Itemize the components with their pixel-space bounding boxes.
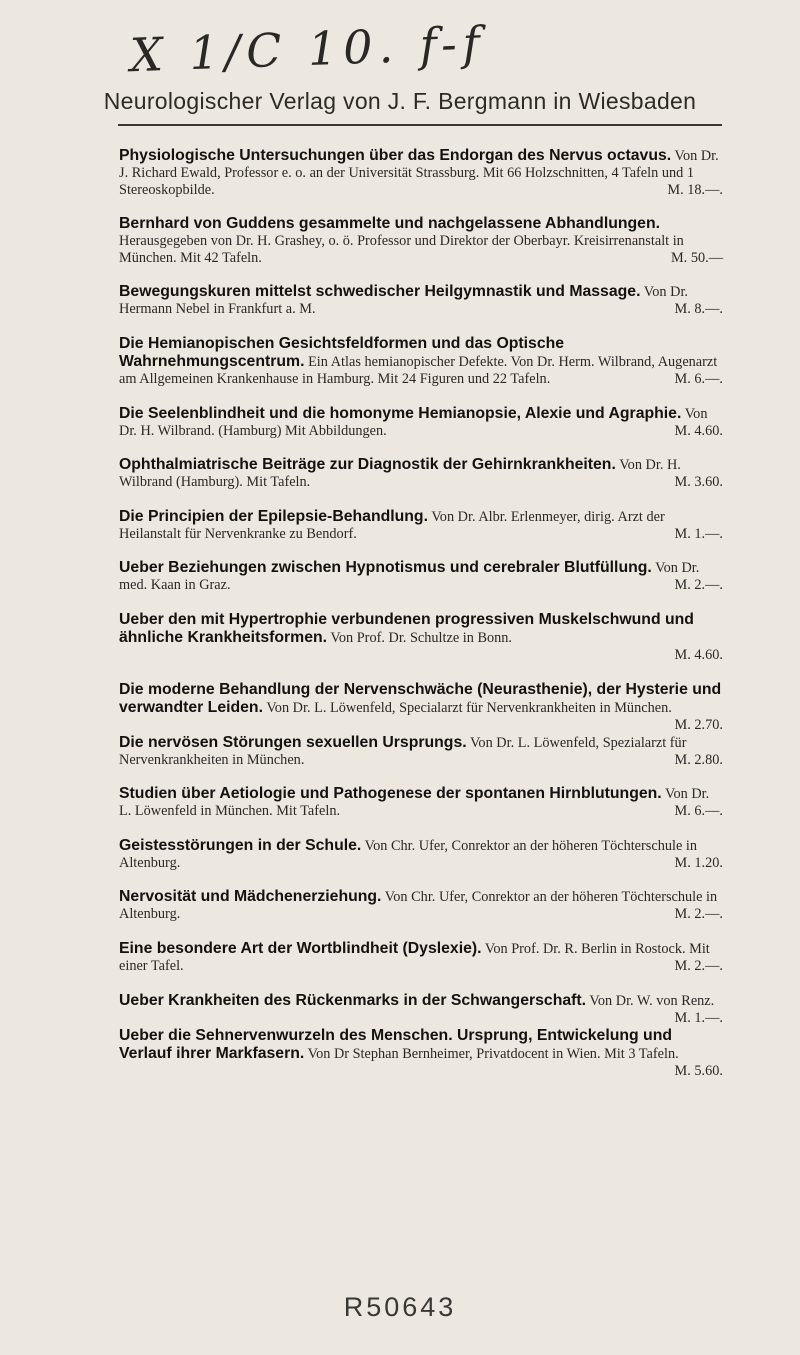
library-shelfmark: R50643 xyxy=(343,1292,457,1322)
book-description: Von Chr. Ufer, Conrektor an der höheren Töchterschule in Altenburg. xyxy=(119,889,718,923)
book-price: M. 1.20. xyxy=(674,854,723,871)
book-description: Von Dr. L. Löwenfeld, Specialarzt für Nervenkrankheiten in München. xyxy=(266,699,672,716)
book-price: M. 50.— xyxy=(670,249,723,266)
book-list xyxy=(119,147,723,1080)
book-description: Ein Atlas hemianopischer Defekte. Von Dr. Herm. Wilbrand, Augenarzt am Allgemeinen Krankenhause in Hamburg. Mit 24 Figuren und 22 Tafeln. xyxy=(119,353,718,387)
book-entry xyxy=(119,456,723,491)
book-entry xyxy=(119,888,723,923)
book-price: M. 1.—. xyxy=(674,525,723,542)
book-title: Ueber Krankheiten des Rückenmarks in der Schwangerschaft. xyxy=(119,991,587,1009)
book-description: Von Dr Stephan Bernheimer, Privatdocent in Wien. Mit 3 Tafeln. xyxy=(307,1045,679,1062)
book-description: Von Dr. W. von Renz. xyxy=(589,992,715,1009)
book-title: Geistesstörungen in der Schule. xyxy=(119,836,362,854)
publisher-heading: Neurologischer Verlag von J. F. Bergmann in Wiesbaden xyxy=(103,88,697,114)
book-entry xyxy=(119,1026,723,1079)
book-entry xyxy=(119,215,723,266)
book-title: Physiologische Untersuchungen über das Endorgan des Nervus octavus. xyxy=(119,147,672,164)
book-entry xyxy=(119,405,723,440)
book-entry xyxy=(119,283,723,318)
book-title: Die Principien der Epilepsie-Behandlung. xyxy=(119,507,428,525)
book-description: Von Dr. Hermann Nebel in Frankfurt a. M. xyxy=(119,284,689,318)
book-price: M. 3.60. xyxy=(674,474,723,491)
book-title: Ophthalmiatrische Beiträge zur Diagnostik der Gehirnkrankheiten. xyxy=(119,456,616,474)
book-price: M. 6.—. xyxy=(674,803,723,820)
book-title: Die Seelenblindheit und die homonyme Hemianopsie, Alexie und Agraphie. xyxy=(119,404,682,422)
book-title: Bewegungskuren mittelst schwedischer Heilgymnastik und Massage. xyxy=(119,283,641,301)
book-title: Ueber Beziehungen zwischen Hypnotismus und cerebraler Blutfüllung. xyxy=(119,559,652,577)
book-description: Von Chr. Ufer, Conrektor an der höheren Töchterschule in Altenburg. xyxy=(119,837,698,871)
book-title: Die moderne Behandlung der Nervenschwäche (Neurasthenie), der Hysterie und verwandter Leiden. xyxy=(119,680,722,716)
book-title: Eine besondere Art der Wortblindheit (Dyslexie). xyxy=(119,939,482,957)
book-entry xyxy=(119,680,723,733)
book-title: Die Hemianopischen Gesichtsfeldformen und das Optische Wahrnehmungscentrum. xyxy=(119,334,565,370)
book-description: Von Dr. Albr. Erlenmeyer, dirig. Arzt der Heilanstalt für Nervenkranke zu Bendorf. xyxy=(119,508,665,542)
book-entry xyxy=(119,335,723,388)
book-price: M. 1.—. xyxy=(674,1009,723,1026)
book-title: Ueber die Sehnervenwurzeln des Menschen. Ursprung, Entwickelung und Verlauf ihrer Markfasern. xyxy=(119,1026,672,1062)
book-price: M. 4.60. xyxy=(674,422,723,439)
book-price: M. 4.60. xyxy=(674,646,723,663)
book-entry xyxy=(119,837,723,872)
book-title: Ueber den mit Hypertrophie verbundenen progressiven Muskelschwund und ähnliche Krankheitsformen. xyxy=(119,610,694,646)
book-entry xyxy=(119,991,723,1026)
book-entry xyxy=(119,940,723,975)
book-title: Studien über Aetiologie und Pathogenese der spontanen Hirnblutungen. xyxy=(119,785,662,803)
header-divider xyxy=(118,124,722,126)
book-description: Von Dr. H. Wilbrand. (Hamburg) Mit Abbildungen. xyxy=(119,405,708,439)
book-entry xyxy=(119,611,723,664)
book-description: Von Dr. H. Wilbrand (Hamburg). Mit Tafeln. xyxy=(119,457,681,491)
book-price: M. 18.—. xyxy=(667,181,723,198)
book-entry xyxy=(119,508,723,543)
book-entry xyxy=(119,734,723,769)
book-title: Die nervösen Störungen sexuellen Ursprungs. xyxy=(119,733,467,751)
book-description: Herausgegeben von Dr. H. Grashey, o. ö. Professor und Direktor der Oberbayr. Kreisirrenanstalt in München. Mit 42 Tafeln. xyxy=(119,233,684,266)
book-price: M. 6.—. xyxy=(674,370,723,387)
book-price: M. 2.70. xyxy=(674,716,723,733)
book-title: Bernhard von Guddens gesammelte und nachgelassene Abhandlungen. xyxy=(119,215,660,233)
book-price: M. 2.—. xyxy=(674,577,723,594)
book-entry xyxy=(119,559,723,594)
book-description: Von Prof. Dr. Schultze in Bonn. xyxy=(330,629,512,646)
book-title: Nervosität und Mädchenerziehung. xyxy=(119,888,382,906)
book-description: Von Dr. L. Löwenfeld, Spezialarzt für Nervenkrankheiten in München. xyxy=(119,734,687,768)
book-price: M. 2.—. xyxy=(674,906,723,923)
book-description: Von Dr. L. Löwenfeld in München. Mit Tafeln. xyxy=(119,786,710,820)
book-entry xyxy=(119,785,723,820)
book-description: Von Dr. med. Kaan in Graz. xyxy=(119,560,700,594)
book-description: Von Dr. J. Richard Ewald, Professor e. o. an der Universität Strassburg. Mit 66 Holzschnitten, 4 Tafeln und 1 Stereoskopbilde. xyxy=(119,148,719,198)
book-price: M. 2.80. xyxy=(674,751,723,768)
book-price: M. 5.60. xyxy=(674,1062,723,1079)
book-price: M. 8.—. xyxy=(674,301,723,318)
book-price: M. 2.—. xyxy=(674,957,723,974)
book-description: Von Prof. Dr. R. Berlin in Rostock. Mit einer Tafel. xyxy=(119,940,710,974)
handwritten-note: X 1/C 10. f-f xyxy=(129,15,487,83)
book-entry xyxy=(119,147,723,198)
